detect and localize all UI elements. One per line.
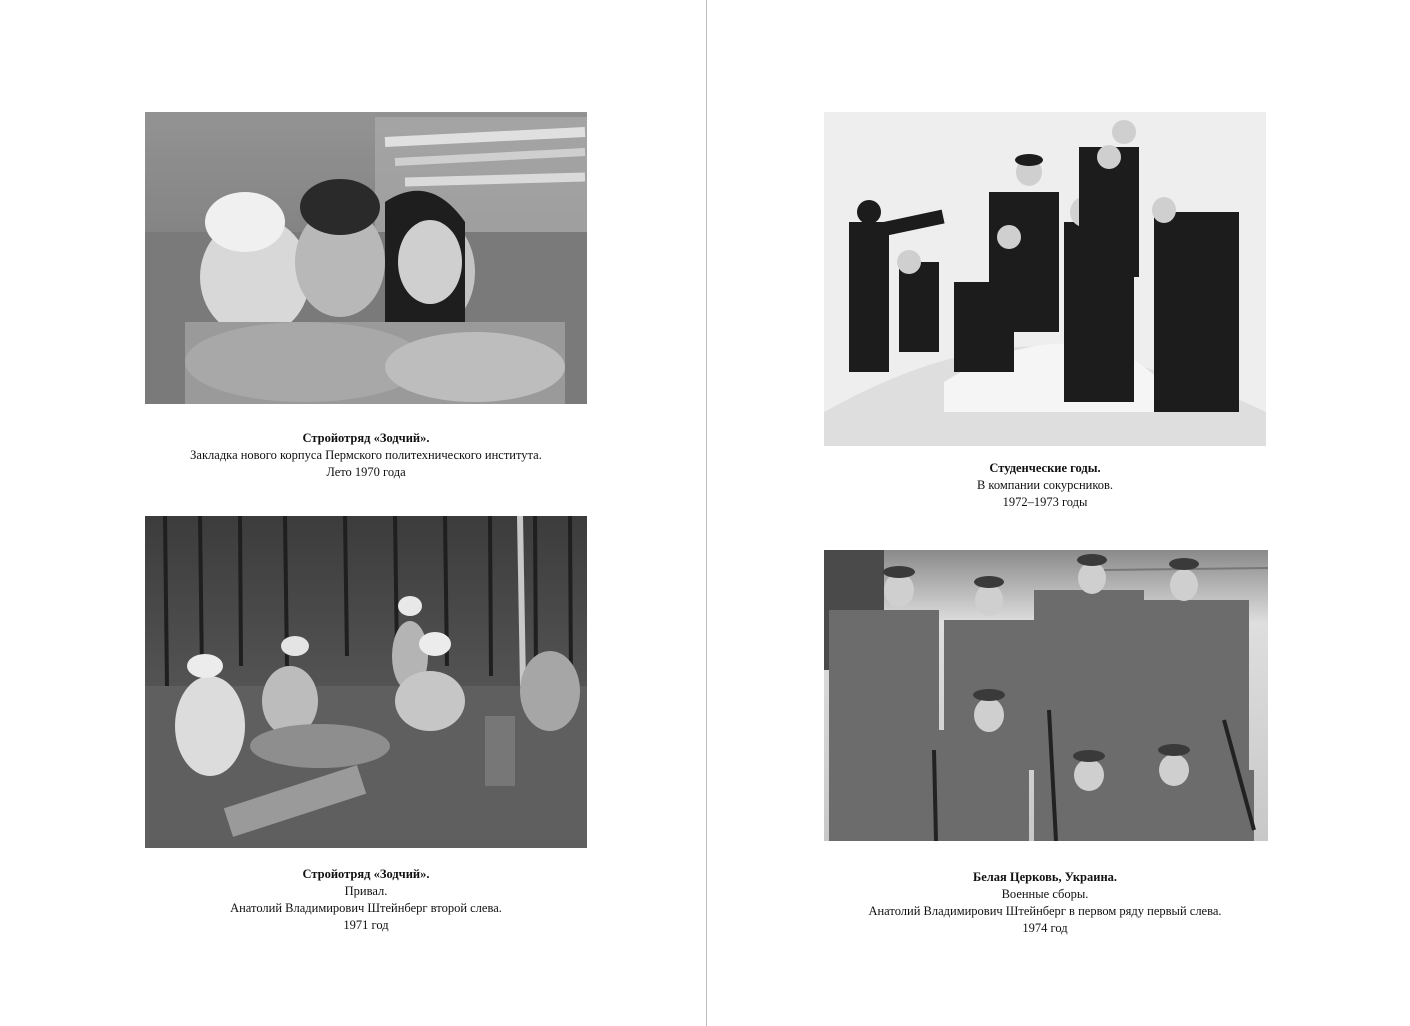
photo-forest-rest-stop xyxy=(145,516,587,848)
photo-construction-team-laughing xyxy=(145,112,587,404)
caption-title: Стройотряд «Зодчий». xyxy=(302,867,430,881)
caption-title: Стройотряд «Зодчий». xyxy=(302,431,430,445)
caption-line: Анатолий Владимирович Штейнберг второй слева. xyxy=(230,901,502,915)
photo-forest-rest-stop-icon xyxy=(145,516,587,848)
caption-line: Привал. xyxy=(344,884,388,898)
caption-line: В компании сокурсников. xyxy=(976,478,1114,492)
caption-line: 1971 год xyxy=(343,918,389,932)
caption-title: Студенческие годы. xyxy=(989,461,1101,475)
right-page xyxy=(707,0,1410,1026)
caption-line: Анатолий Владимирович Штейнберг в первом ряду первый слева. xyxy=(868,904,1222,918)
caption-students xyxy=(779,460,1311,511)
photo-military-group xyxy=(824,550,1268,841)
photo-students-on-snow-hill xyxy=(824,112,1266,446)
photo-military-group-icon xyxy=(824,550,1268,841)
photo-construction-team-laughing-icon xyxy=(145,112,587,404)
caption-line: 1972–1973 годы xyxy=(1002,495,1088,509)
caption-line: 1974 год xyxy=(1022,921,1068,935)
caption-construction-team xyxy=(100,430,632,481)
caption-line: Военные сборы. xyxy=(1001,887,1089,901)
photo-students-on-snow-hill-icon xyxy=(824,112,1266,446)
caption-forest-rest-stop xyxy=(100,866,632,934)
caption-title: Белая Церковь, Украина. xyxy=(972,870,1118,884)
caption-line: Лето 1970 года xyxy=(326,465,406,479)
caption-military-group xyxy=(779,869,1311,937)
caption-line: Закладка нового корпуса Пермского политехнического института. xyxy=(190,448,542,462)
